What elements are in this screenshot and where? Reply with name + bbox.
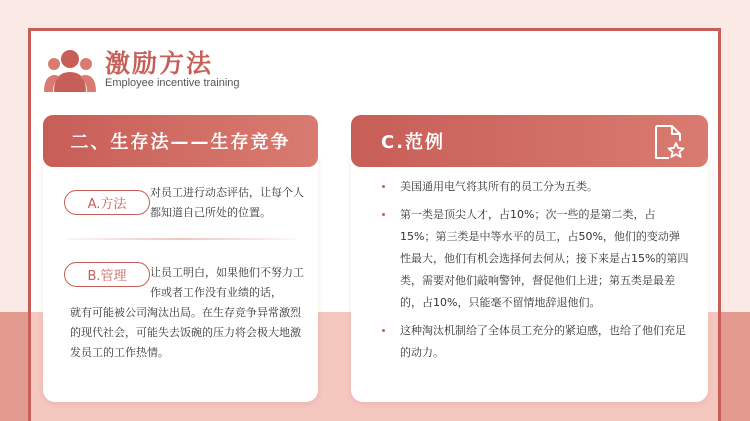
list-item: 这种淘汰机制给了全体员工充分的紧迫感，也给了他们充足的动力。 bbox=[380, 320, 690, 364]
bullet-dot bbox=[382, 185, 385, 188]
example-list bbox=[380, 176, 690, 370]
list-item: 美国通用电气将其所有的员工分为五类。 bbox=[380, 176, 690, 198]
method-text: 对员工进行动态评估，让每个人都知道自己所处的位置。 bbox=[150, 186, 304, 219]
page-subtitle: Employee incentive training bbox=[105, 77, 240, 89]
bullet-dot bbox=[382, 329, 385, 332]
list-item: 第一类是顶尖人才，占10%；次一些的是第二类，占15%；第三类是中等水平的员工，占50%，他们的变动弹性最大，他们有机会选择何去何从；接下来是占15%的第四类，需要对他们敲响警钟，督促他们上进；第五类是最差的，占10%，只能毫不留情地辞退他们。 bbox=[380, 204, 690, 314]
bullet-dot bbox=[382, 213, 385, 216]
manage-text-1: 让员工明白，如果他们不努力工作或者工作没有业绩的话， bbox=[150, 266, 304, 299]
right-banner bbox=[351, 115, 708, 167]
right-banner-title: C.范例 bbox=[381, 132, 446, 153]
divider bbox=[66, 238, 296, 240]
left-banner bbox=[43, 115, 318, 167]
manage-text-2: 就有可能被公司淘汰出局。在生存竞争异常激烈的现代社会，可能失去饭碗的压力将会极大地激发员工的工作热情。 bbox=[70, 306, 301, 359]
page-title: 激励方法 bbox=[105, 49, 214, 78]
document-star-icon bbox=[652, 124, 686, 160]
manage-pill: B.管理 bbox=[64, 262, 150, 287]
people-icon bbox=[44, 48, 96, 92]
method-pill: A.方法 bbox=[64, 190, 150, 215]
left-banner-title: 二、生存法——生存竞争 bbox=[70, 132, 291, 153]
